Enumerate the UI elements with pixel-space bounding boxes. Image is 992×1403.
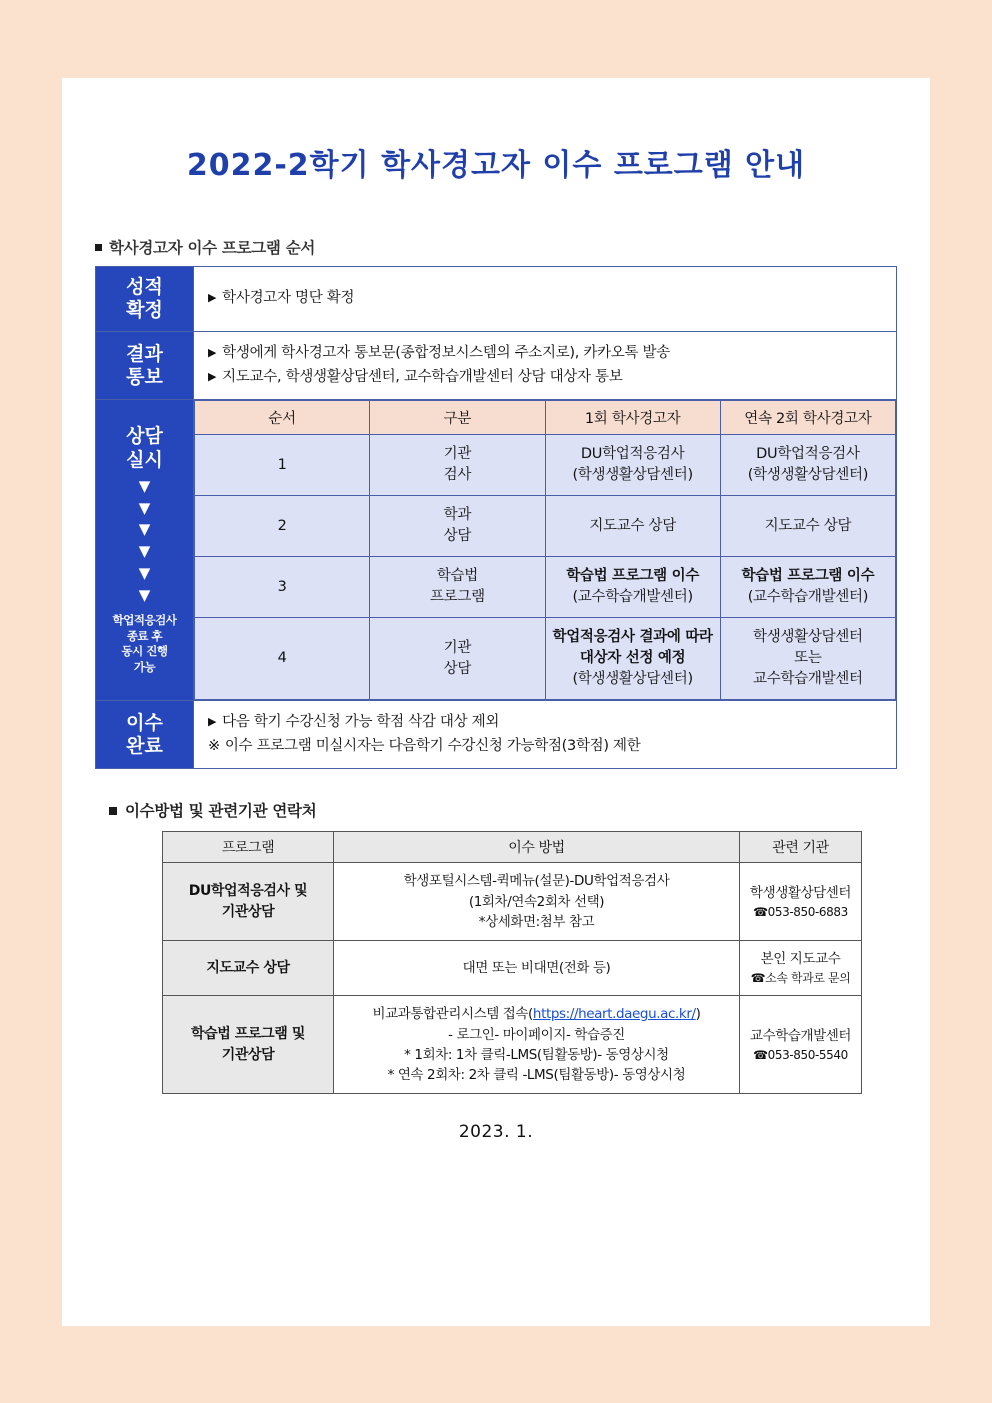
flow-lane-grade-line1: 성적 (126, 276, 163, 298)
cell-first-1-line2: (학생생활상담센터) (572, 467, 693, 484)
cell-first-3-line2: (교수학습개발센터) (572, 589, 693, 606)
flow-body-notify-text1: 학생에게 학사경고자 통보문(종합정보시스템의 주소지로), 카카오톡 발송 (222, 345, 670, 362)
table-row (163, 996, 862, 1094)
triangle-bullet-icon: ▶ (208, 369, 217, 383)
cell-second-3 (720, 557, 895, 618)
cell-order-3: 3 (195, 557, 370, 618)
cell-org-2-phone: ☎소속 학과로 문의 (750, 971, 851, 986)
flow-lane-complete-line1: 이수 (126, 711, 163, 734)
triangle-bullet-icon: ▶ (208, 715, 217, 729)
flow-body-complete-text2: 이수 프로그램 미실시자는 다음학기 수강신청 가능학점(3학점) 제한 (224, 737, 641, 754)
flow-row-complete (96, 701, 897, 769)
cell-org-1 (740, 863, 862, 941)
table-row (195, 435, 896, 496)
column-header-organization: 관련 기관 (740, 832, 862, 863)
cell-program-1 (163, 863, 334, 941)
cell-first-1 (545, 435, 720, 496)
table-row (195, 618, 896, 700)
cell-program-2-line1: 지도교수 상담 (206, 959, 290, 976)
cell-method-1-line2: (1회차/연속2회차 선택) (468, 893, 605, 910)
cell-org-2 (740, 941, 862, 996)
section-heading-text: 학사경고자 이수 프로그램 순서 (109, 239, 316, 257)
document-date: 2023. 1. (458, 1122, 534, 1143)
cell-first-4-line3: (학생생활상담센터) (572, 671, 693, 688)
square-bullet-icon (109, 807, 117, 815)
cell-method-1-line1: 학생포털시스템-퀵메뉴(설문)-DU학업적응검사 (403, 873, 670, 890)
cell-kind-1-line2: 검사 (443, 467, 472, 484)
cell-method-2-line1: 대면 또는 비대면(전화 등) (462, 960, 611, 977)
flow-body-complete (194, 701, 897, 769)
cell-order-4: 4 (195, 618, 370, 700)
cell-org-1-line1: 학생생활상담센터 (749, 884, 852, 901)
cell-kind-4-line1: 기관 (443, 639, 472, 656)
triangle-bullet-icon: ▶ (208, 346, 217, 360)
heart-system-link[interactable]: https://heart.daegu.ac.kr/ (532, 1006, 696, 1023)
flow-body-notify (194, 332, 897, 400)
table-row (163, 863, 862, 941)
cell-org-3-line1: 교수학습개발센터 (749, 1027, 852, 1044)
cell-method-3 (334, 996, 740, 1094)
flow-body-counsel (194, 400, 897, 701)
flow-lane-counsel-note (96, 613, 193, 675)
column-header-kind: 구분 (370, 401, 545, 435)
cell-program-1-line1: DU학업적응검사 및 (188, 882, 308, 899)
column-header-order: 순서 (195, 401, 370, 435)
cell-org-3-phone: ☎053-850-5540 (753, 1048, 848, 1063)
flow-body-notify-item1 (208, 342, 882, 365)
cell-second-1-line1: DU학업적응검사 (756, 446, 860, 463)
section-heading-contacts-text: 이수방법 및 관련기관 연락처 (125, 802, 317, 821)
flow-body-notify-text2: 지도교수, 학생생활상담센터, 교수학습개발센터 상담 대상자 통보 (222, 368, 623, 385)
down-arrow-icon: ▼ ▼ ▼ ▼ ▼ ▼ (138, 476, 151, 604)
flow-row-grade (96, 267, 897, 332)
cell-program-3 (163, 996, 334, 1094)
program-flow-table (95, 266, 897, 769)
cell-method-1 (334, 863, 740, 941)
square-bullet-icon (95, 244, 102, 251)
document-page (62, 78, 930, 1326)
cell-method-3-prefix: 비교과통합관리시스템 접속( (372, 1006, 533, 1023)
cell-method-3-line2: - 로그인- 마이페이지- 학습증진 (448, 1026, 625, 1043)
cell-kind-3 (370, 557, 545, 618)
cell-method-2 (334, 941, 740, 996)
cell-kind-4-line2: 상담 (443, 660, 472, 677)
flow-lane-complete-line2: 완료 (126, 734, 163, 757)
reference-mark-icon: ※ (208, 737, 220, 754)
cell-program-1-line2: 기관상담 (221, 903, 275, 920)
flow-lane-complete (96, 701, 194, 769)
cell-method-3-suffix: ) (695, 1006, 701, 1023)
flow-body-notify-item2 (208, 366, 882, 389)
cell-program-3-line2: 기관상담 (221, 1046, 275, 1063)
note-line-3: 동시 진행 (121, 644, 168, 659)
cell-org-1-phone: ☎053-850-6883 (753, 904, 848, 919)
triangle-bullet-icon: ▶ (208, 291, 217, 305)
cell-second-2 (720, 496, 895, 557)
column-header-first-warning: 1회 학사경고자 (545, 401, 720, 435)
page-title: 2022-2학기 학사경고자 이수 프로그램 안내 (186, 148, 806, 183)
cell-kind-1 (370, 435, 545, 496)
cell-second-1 (720, 435, 895, 496)
cell-kind-2 (370, 496, 545, 557)
cell-org-2-line1: 본인 지도교수 (760, 951, 841, 968)
cell-order-1: 1 (195, 435, 370, 496)
cell-second-4 (720, 618, 895, 700)
cell-first-2 (545, 496, 720, 557)
flow-lane-grade-line2: 확정 (126, 299, 163, 322)
flow-body-grade-text: 학사경고자 명단 확정 (222, 290, 355, 307)
flow-row-notify (96, 332, 897, 400)
cell-second-2-line1: 지도교수 상담 (764, 517, 852, 534)
flow-lane-counsel-line1: 상담 (126, 425, 163, 448)
note-line-4: 가능 (133, 659, 156, 674)
note-line-1: 학업적응검사 (112, 613, 177, 628)
cell-method-3-line4: * 연속 2회차: 2차 클릭 -LMS(팀활동방)- 동영상시청 (387, 1067, 686, 1084)
flow-body-complete-item2 (208, 735, 882, 758)
cell-second-4-line3: 교수학습개발센터 (753, 671, 863, 688)
flow-lane-grade (96, 267, 194, 332)
column-header-program: 프로그램 (163, 832, 334, 863)
flow-body-complete-item1 (208, 711, 882, 734)
flow-lane-counsel (96, 400, 194, 701)
table-header-row (195, 401, 896, 435)
table-row (195, 557, 896, 618)
cell-second-4-line1: 학생생활상담센터 (753, 629, 863, 646)
counsel-detail-table (194, 400, 896, 700)
column-header-method: 이수 방법 (334, 832, 740, 863)
flow-body-grade (194, 267, 897, 332)
flow-lane-notify-line1: 결과 (126, 342, 163, 365)
cell-method-3-line3: * 1회차: 1차 클릭-LMS(팀활동방)- 동영상시청 (404, 1046, 669, 1063)
cell-first-4-line2: 대상자 선정 예정 (579, 650, 686, 667)
note-line-2: 종료 후 (126, 628, 163, 643)
cell-kind-4 (370, 618, 545, 700)
table-header-row (163, 832, 862, 863)
cell-method-1-line3: *상세화면:첨부 참고 (478, 913, 595, 930)
cell-second-4-line2: 또는 (794, 650, 822, 667)
cell-program-3-line1: 학습법 프로그램 및 (191, 1025, 305, 1042)
cell-first-1-line1: DU학업적응검사 (580, 446, 685, 463)
cell-kind-1-line1: 기관 (443, 446, 472, 463)
section-heading-contacts (109, 799, 930, 821)
cell-org-3 (740, 996, 862, 1094)
cell-second-1-line2: (학생생활상담센터) (747, 467, 869, 484)
cell-second-3-line2: (교수학습개발센터) (747, 589, 869, 606)
table-row (163, 941, 862, 996)
cell-kind-3-line2: 프로그램 (429, 589, 485, 606)
cell-first-4-line1: 학업적응검사 결과에 따라 (552, 629, 713, 646)
cell-kind-2-line1: 학과 (443, 507, 472, 524)
cell-kind-2-line2: 상담 (443, 528, 472, 545)
cell-first-3 (545, 557, 720, 618)
contact-table (162, 831, 862, 1094)
column-header-second-warning: 연속 2회 학사경고자 (720, 401, 895, 435)
flow-row-counsel (96, 400, 897, 701)
flow-body-complete-text1: 다음 학기 수강신청 가능 학점 삭감 대상 제외 (222, 714, 500, 731)
cell-first-4 (545, 618, 720, 700)
flow-lane-notify (96, 332, 194, 400)
section-heading-program-order (95, 236, 930, 258)
flow-lane-notify-line2: 통보 (126, 365, 163, 388)
cell-kind-3-line1: 학습법 (436, 568, 478, 585)
cell-order-2: 2 (195, 496, 370, 557)
flow-lane-counsel-line2: 실시 (126, 448, 163, 471)
cell-first-2-line1: 지도교수 상담 (589, 517, 676, 534)
cell-first-3-line1: 학습법 프로그램 이수 (566, 568, 700, 585)
table-row (195, 496, 896, 557)
cell-method-3-line1 (338, 1004, 735, 1024)
cell-second-3-line1: 학습법 프로그램 이수 (741, 568, 875, 585)
cell-program-2 (163, 941, 334, 996)
